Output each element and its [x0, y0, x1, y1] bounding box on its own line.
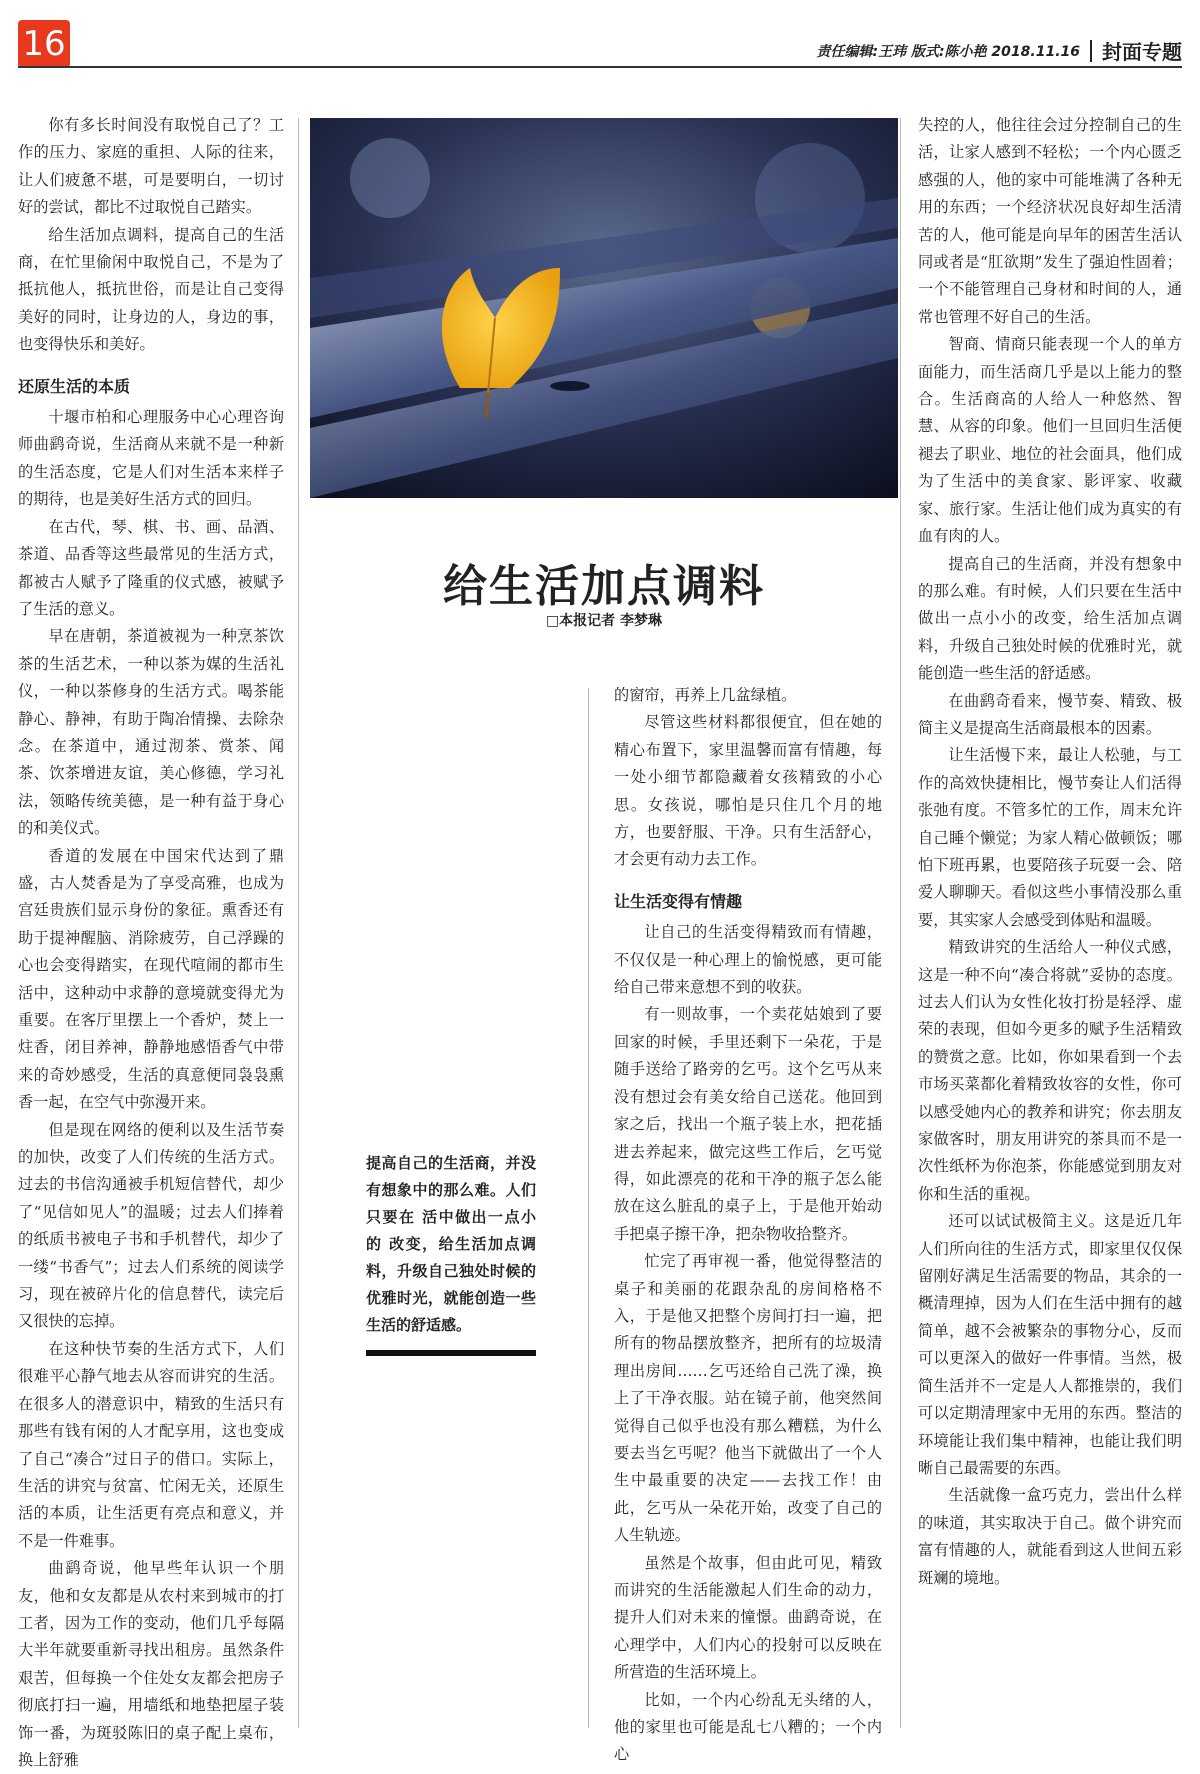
paragraph: 的窗帘，再养上几盆绿植。: [614, 686, 797, 704]
paragraph: 在曲鹞奇看来，慢节奏、精致、极简主义是提高生活商最根本的因素。: [918, 691, 1182, 737]
photo-illustration: [310, 118, 898, 498]
paragraph: 十堰市柏和心理服务中心心理咨询师曲鹞奇说，生活商从来就不是一种新的生活态度，它是人们对生活本来样子的期待，也是美好生活方式的回归。: [18, 408, 284, 509]
article-column-3: [614, 682, 882, 1769]
paragraph: 让生活慢下来，最让人松驰，与工作的高效快捷相比，慢节奏让人们活得张弛有度。不管多忙的工作，周末允许自己睡个懒觉；为家人精心做顿饭；哪怕下班再累，也要陪孩子玩耍一会、陪爱人聊聊天。看似这些小事情没那么重要，其实家人会感受到体贴和温暖。: [918, 746, 1182, 929]
pull-quote-bar: [366, 1350, 536, 1356]
paragraph: 精致讲究的生活给人一种仪式感，这是一种不向“凑合将就”妥协的态度。过去人们认为女性化妆打扮是轻浮、虚荣的表现，但如今更多的赋予生活精致的赞赏之意。比如，你如果看到一个去市场买菜都化着精致妆容的女性，你可以感受她内心的教养和讲究；你去朋友家做客时，朋友用讲究的茶具而不是一次性纸杯为你泡茶，你能感觉到朋友对你和生活的重视。: [918, 938, 1182, 1203]
paragraph: 提高自己的生活商，并没有想象中的那么难。有时候，人们只要在生活中做出一点小小的改变，给生活加点调料，升级自己独处时候的优雅时光，就能创造一些生活的舒适感。: [918, 554, 1182, 683]
paragraph: 有一则故事，一个卖花姑娘到了要回家的时候，手里还剩下一朵花，于是随手送给了路旁的乞丐。这个乞丐从来没有想过会有美女给自己送花。他回到家之后，找出一个瓶子装上水，把花插进去养起来，做完这些工作后，乞丐觉得，如此漂亮的花和干净的瓶子怎么能放在这么脏乱的桌子上，于是他开始动手把桌子擦干净，把杂物收拾整齐。: [614, 1005, 882, 1243]
header-rule: [18, 66, 1182, 68]
page-number: 16: [18, 20, 70, 68]
paragraph: 你有多长时间没有取悦自己了？工作的压力、家庭的重担、人际的往来，让人们疲惫不堪，可是要明白，一切讨好的尝试，都比不过取悦自己踏实。: [18, 116, 284, 217]
header-info: [816, 36, 1182, 65]
paragraph: 香道的发展在中国宋代达到了鼎盛，古人焚香是为了享受高雅，也成为宫廷贵族们显示身份的象征。熏香还有助于提神醒脑、消除疲劳，自己浮躁的心也会变得踏实，在现代喧闹的都市生活中，这种动中求静的意境就变得尤为重要。在客厅里摆上一个香炉，焚上一炷香，闭目养神，静静地感悟香气中带来的奇妙感受，生活的真意便同袅袅熏香一起，在空气中弥漫开来。: [18, 846, 284, 1112]
article-title: 给生活加点调料: [443, 561, 765, 612]
leaf-on-bench-photo: [310, 118, 898, 498]
paragraph: 还可以试试极简主义。这是近几年人们所向往的生活方式，即家里仅仅保留刚好满足生活需要的物品，其余的一概清理掉，因为人们在生活中拥有的越简单，越不会被繁杂的事物分心，反而可以更深入的做好一件事情。当然，极简生活并不一定是人人都推崇的，我们可以定期清理家中无用的东西。整洁的环境能让我们集中精神，也能让我们明晰自己最需要的东西。: [918, 1212, 1182, 1477]
article-column-1: [18, 112, 284, 1774]
column-divider: [298, 118, 299, 1728]
pull-quote: 提高自己的生活商，并没有想象中的那么难。人们只要在 活中做出一点小的 改变，给生活加点调料，升级自己独处时候的优雅时光，就能创造一些生活的舒适感。: [366, 1154, 536, 1334]
section-heading: 还原生活的本质: [18, 376, 131, 396]
paragraph: 生活就像一盒巧克力，尝出什么样的味道，其实取决于自己。做个讲究而富有情趣的人，就能看到这人世间五彩斑斓的境地。: [918, 1486, 1182, 1587]
paragraph: 智商、情商只能表现一个人的单方面能力，而生活商几乎是以上能力的整合。生活商高的人给人一种悠然、智慧、从容的印象。他们一旦回归生活便褪去了职业、地位的社会面具，他们成为了生活中的美食家、影评家、收藏家、旅行家。生活让他们成为真实的有血有肉的人。: [918, 335, 1182, 546]
paragraph: 但是现在网络的便利以及生活节奏的加快，改变了人们传统的生活方式。过去的书信沟通被手机短信替代，却少了“见信如见人”的温暖；过去人们捧着的纸质书被电子书和手机替代，却少了一缕“书香气”；过去人们系统的阅读学习，现在被碎片化的信息替代，读完后又很快的忘掉。: [18, 1120, 284, 1331]
column-divider: [588, 688, 589, 1728]
paragraph: 忙完了再审视一番，他觉得整洁的桌子和美丽的花跟杂乱的房间格格不入，于是他又把整个房间打扫一遍，把所有的物品摆放整齐，把所有的垃圾清理出房间……乞丐还给自己洗了澡，换上了干净衣服。站在镜子前，他突然间觉得自己似乎也没有那么糟糕，为什么要去当乞丐呢？他当下就做出了一个人生中最重要的决定——去找工作！由此，乞丐从一朵花开始，改变了自己的人生轨迹。: [614, 1252, 882, 1545]
section-heading: 让生活变得有情趣: [614, 891, 743, 911]
paragraph: 早在唐朝，茶道被视为一种烹茶饮茶的生活艺术，一种以茶为媒的生活礼仪，一种以茶修身的生活方式。喝茶能静心、静神，有助于陶冶情操、去除杂念。在茶道中，通过沏茶、赏茶、闻茶、饮茶增进友谊，美心修德，学习礼法，领略传统美德，是一种有益于身心的和美仪式。: [18, 627, 284, 838]
paragraph: 让自己的生活变得精致而有情趣，不仅仅是一种心理上的愉悦感，更可能给自己带来意想不到的收获。: [614, 923, 882, 997]
paragraph: 虽然是个故事，但由此可见，精致而讲究的生活能激起人们生命的动力，提升人们对未来的憧憬。曲鹞奇说，在心理学中，人们内心的投射可以反映在所营造的生活环境上。: [614, 1553, 882, 1682]
paragraph: 比如，一个内心纷乱无头绪的人，他的家里也可能是乱七八糟的；一个内心: [614, 1690, 882, 1764]
article-column-4: [918, 112, 1182, 1592]
paragraph: 在古代，琴、棋、书、画、品酒、茶道、品香等这些最常见的生活方式，都被古人赋予了隆重的仪式感，被赋予了生活的意义。: [18, 517, 284, 618]
paragraph: 失控的人，他往往会过分控制自己的生活，让家人感到不轻松；一个内心匮乏感强的人，他的家中可能堆满了各种无用的东西；一个经济状况良好却生活清苦的人，他可能是向早年的困苦生活认同或者是“肛欲期”发生了强迫性固着；一个不能管理自己身材和时间的人，通常也管理不好自己的生活。: [918, 116, 1182, 326]
paragraph: 尽管这些材料都很便宜，但在她的精心布置下，家里温馨而富有情趣，每一处小细节都隐藏着女孩精致的小心思。女孩说，哪怕是只住几个月的地方，也要舒服、干净。只有生活舒心，才会更有动力去工作。: [614, 713, 882, 869]
byline: □本报记者 李梦琳: [545, 613, 663, 629]
section-name: 封面专题: [1102, 40, 1182, 64]
editor-info: 责任编辑:王玮 版式:陈小艳 2018.11.16: [816, 43, 1080, 60]
paragraph: 在这种快节奏的生活方式下，人们很难平心静气地去从容而讲究的生活。在很多人的潜意识中，精致的生活只有那些有钱有闲的人才配享用，这也变成了自己“凑合”过日子的借口。实际上，生活的讲究与贫富、忙闲无关，还原生活的本质，让生活更有亮点和意义，并不是一件难事。: [18, 1339, 284, 1550]
header-divider: [1090, 40, 1092, 62]
paragraph: 曲鹞奇说，他早些年认识一个朋友，他和女友都是从农村来到城市的打工者，因为工作的变动，他们几乎每隔大半年就要重新寻找出租房。虽然条件艰苦，但每换一个住处女友都会把房子彻底打扫一遍，用墙纸和地垫把屋子装饰一番，为斑驳陈旧的桌子配上桌布，换上舒雅: [18, 1559, 284, 1769]
paragraph: 给生活加点调料，提高自己的生活商，在忙里偷闲中取悦自己，不是为了抵抗他人，抵抗世俗，而是让自己变得美好的同时，让身边的人，身边的事，也变得快乐和美好。: [18, 225, 284, 354]
column-divider: [900, 118, 901, 1728]
